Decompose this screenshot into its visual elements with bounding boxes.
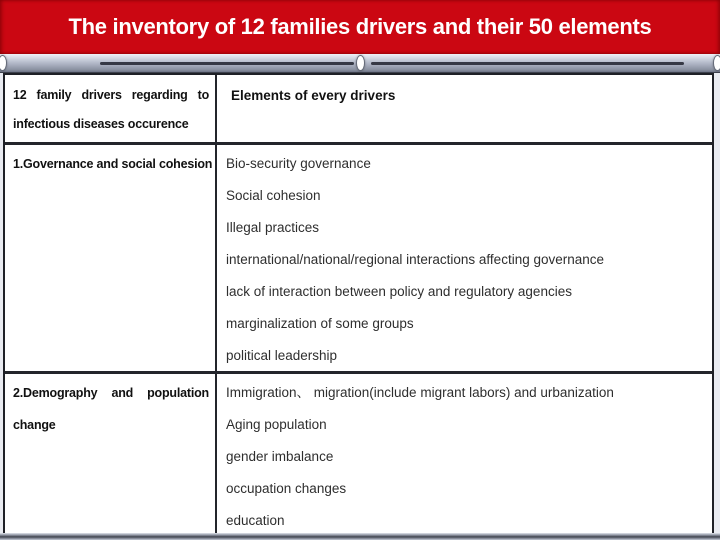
element-item: Social cohesion [226,188,321,203]
page-title: The inventory of 12 families drivers and their 50 elements [68,14,652,39]
selection-frame-line-left [100,62,354,65]
element-item: lack of interaction between policy and regulatory agencies [226,284,572,299]
element-item: political leadership [226,348,338,363]
header-elements-label: Elements of every drivers [231,88,396,103]
driver-label: 1.Governance and social cohesion [13,157,213,171]
selection-frame-line-right [371,62,684,65]
element-item: international/national/regional interactions affecting governance [226,252,605,267]
elements-cell-demography[interactable] [217,374,712,540]
element-item: occupation changes [226,481,347,496]
resize-handle-right[interactable] [713,55,720,71]
elements-cell-governance[interactable] [217,145,712,371]
driver-cell-governance[interactable] [5,145,217,371]
table-row-demography [5,374,712,540]
element-item: Bio-security governance [226,156,371,171]
resize-handle-top-center[interactable] [356,55,365,71]
driver-label-line1: 2.Demography and population [13,386,209,400]
element-item: Immigration、 migration(include migrant labors) and urbanization [226,385,614,400]
header-cell-elements[interactable] [217,75,712,142]
element-item: Illegal practices [226,220,320,235]
driver-cell-demography[interactable] [5,374,217,540]
table-row-governance [5,145,712,374]
element-item: gender imbalance [226,449,334,464]
title-banner[interactable] [0,0,720,54]
header-cell-drivers[interactable] [5,75,217,142]
header-drivers-line2: infectious diseases occurence [13,117,189,131]
element-item: marginalization of some groups [226,316,414,331]
element-item: Aging population [226,417,327,432]
drivers-table [3,73,714,540]
table-selection-frame[interactable] [0,54,720,73]
driver-label-line2: change [13,418,56,432]
header-drivers-line1: 12 family drivers regarding to [13,88,209,102]
bottom-selection-frame[interactable] [0,533,720,540]
table-header-row [5,75,712,145]
resize-handle-left[interactable] [0,55,7,71]
element-item: education [226,513,285,528]
